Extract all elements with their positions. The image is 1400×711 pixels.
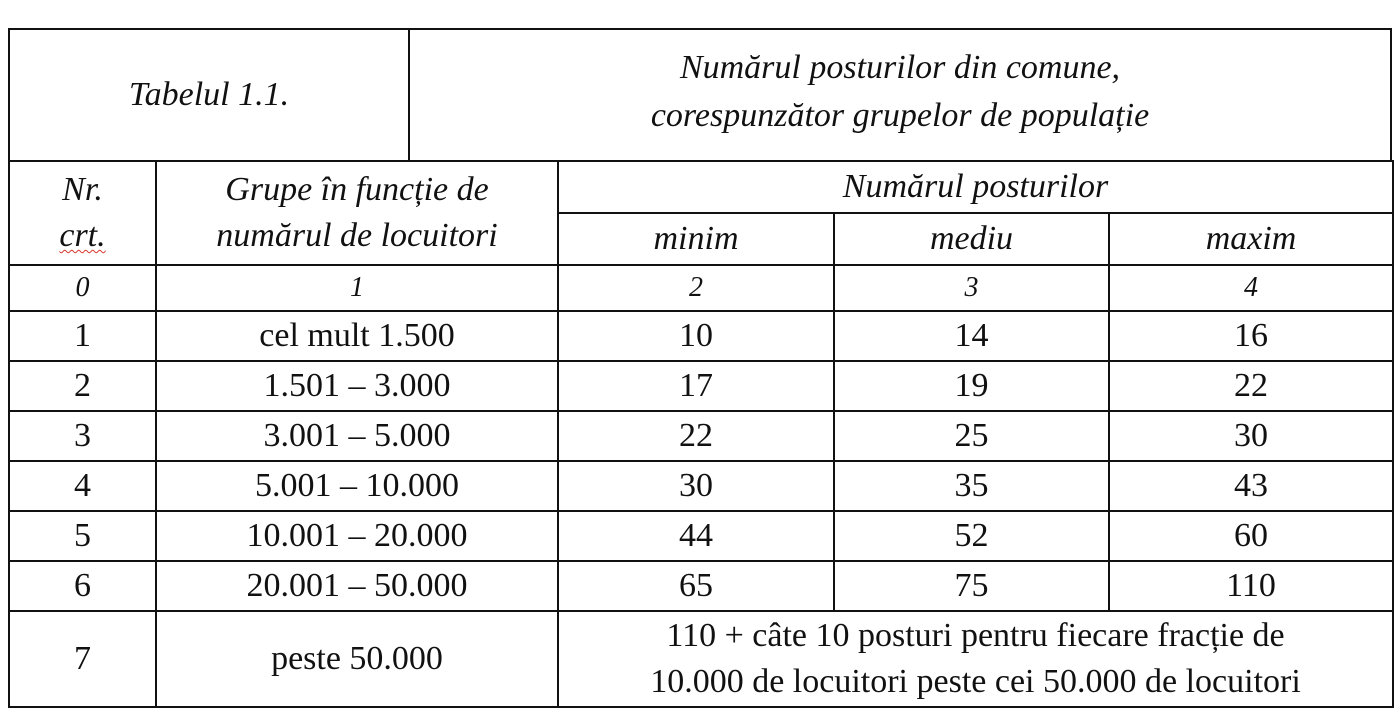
row-nr: 2 [9,361,156,411]
row-nr: 5 [9,511,156,561]
header-row-1 [9,161,1393,213]
row-nr: 1 [9,311,156,361]
header-group-line-1: Grupe în funcție de [225,171,489,208]
row-nr: 6 [9,561,156,611]
row-mediu: 19 [834,361,1109,411]
row-maxim: 110 [1109,561,1393,611]
column-index-cell: 4 [1109,265,1393,311]
column-index-cell: 0 [9,265,156,311]
row-note [558,611,1393,707]
row-mediu: 52 [834,511,1109,561]
header-nr-line-2 [10,213,155,259]
column-index-cell: 1 [156,265,558,311]
table-row [9,561,1393,611]
posts-table [8,160,1394,708]
table-row [9,361,1393,411]
table-caption-line-1: Numărul posturilor din comune, [679,49,1121,86]
header-mediu: mediu [834,213,1109,265]
row-group: 1.501 – 3.000 [156,361,558,411]
row-minim: 30 [558,461,834,511]
row-mediu: 14 [834,311,1109,361]
row-group: cel mult 1.500 [156,311,558,361]
column-index-cell: 2 [558,265,834,311]
row-minim: 22 [558,411,834,461]
row-maxim: 22 [1109,361,1393,411]
column-index-cell: 3 [834,265,1109,311]
row-group: peste 50.000 [156,611,558,707]
row-note-line-1: 110 + câte 10 posturi pentru fiecare fracție de [666,617,1285,654]
table-row [9,311,1393,361]
header-nr-line-2-text: crt. [59,217,106,254]
table-caption [410,30,1390,160]
row-maxim: 16 [1109,311,1393,361]
row-maxim: 30 [1109,411,1393,461]
row-nr: 3 [9,411,156,461]
table-row [9,411,1393,461]
row-group: 20.001 – 50.000 [156,561,558,611]
row-minim: 17 [558,361,834,411]
header-minim: minim [558,213,834,265]
header-nr-crt [9,161,156,265]
row-mediu: 25 [834,411,1109,461]
row-mediu: 75 [834,561,1109,611]
header-number-of-posts: Numărul posturilor [558,161,1393,213]
row-group: 5.001 – 10.000 [156,461,558,511]
row-minim: 65 [558,561,834,611]
column-index-row [9,265,1393,311]
row-nr: 7 [9,611,156,707]
table-row [9,461,1393,511]
row-maxim: 43 [1109,461,1393,511]
header-nr-line-1: Nr. [62,171,103,208]
row-maxim: 60 [1109,511,1393,561]
row-nr: 4 [9,461,156,511]
row-group: 10.001 – 20.000 [156,511,558,561]
row-note-line-2: 10.000 de locuitori peste cei 50.000 de locuitori [650,663,1301,700]
table-row [9,611,1393,707]
table-title-row [8,28,1392,160]
header-group [156,161,558,265]
header-group-line-2: numărul de locuitori [216,217,498,254]
table-row [9,511,1393,561]
row-group: 3.001 – 5.000 [156,411,558,461]
row-minim: 10 [558,311,834,361]
header-maxim: maxim [1109,213,1393,265]
row-minim: 44 [558,511,834,561]
table-number-label [10,30,410,160]
row-mediu: 35 [834,461,1109,511]
table-number-text: Tabelul 1.1. [128,76,290,113]
table-caption-line-2: corespunzător grupelor de populație [650,97,1150,134]
